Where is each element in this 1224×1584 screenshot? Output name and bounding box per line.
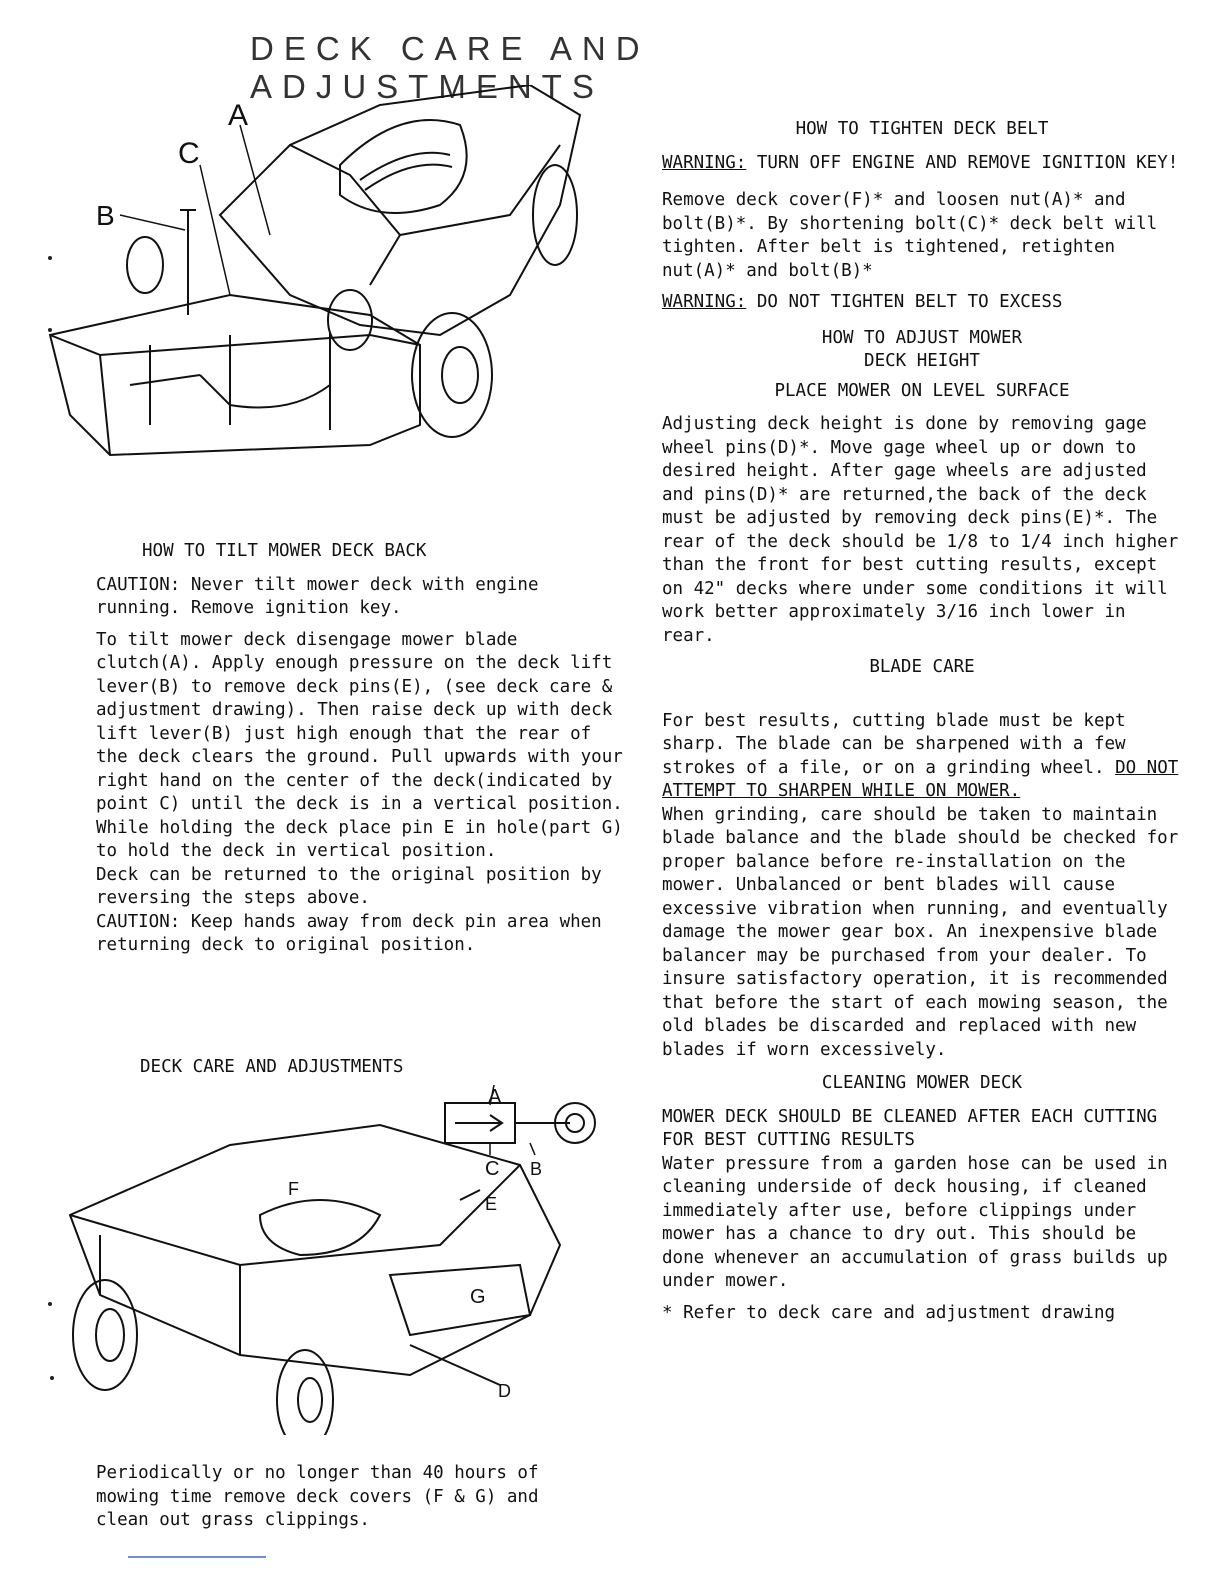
fig2-heading: DECK CARE AND ADJUSTMENTS: [140, 1057, 404, 1077]
height-heading2: DECK HEIGHT: [864, 351, 980, 371]
height-body: Adjusting deck height is done by removing gage wheel pins(D)*. Move gage wheel up or down to desired height. After gage wheels are adjusted and pins(D)* are returned,the back of the deck must be adjusted by removing deck pins(E)*. The rear of the deck should be 1/8 to 1/4 inch higher than the front for best cutting results, except on 42" decks where under some conditions it will work better approximately 3/16 inch lower in rear.: [662, 414, 1179, 646]
label-c: C: [178, 137, 200, 170]
clean-body: Water pressure from a garden hose can be used in cleaning underside of deck housing, if cleaned immediately after use, before clippings under mower has a chance to dry out. This should be done whenever an accumulation of grass builds up under mower.: [662, 1153, 1168, 1291]
fig2-label-f: F: [288, 1179, 299, 1199]
fig2-label-g: G: [470, 1286, 486, 1308]
label-b: B: [96, 200, 115, 231]
tilt-caution: CAUTION: Never tilt mower deck with engine running. Remove ignition key.: [96, 574, 539, 618]
footnote: * Refer to deck care and adjustment drawing: [662, 1302, 1116, 1323]
blade-heading: BLADE CARE: [869, 657, 975, 677]
height-heading1: HOW TO ADJUST MOWER: [821, 327, 1023, 348]
fig2-label-a: A: [488, 1086, 502, 1108]
blade-body2: When grinding, care should be taken to maintain blade balance and the blade should be checked for proper balance before re-installation on the mower. Unbalanced or bent blades will cause excessive vibration when running, and eventually damage the mower gear box. An inexpensive blade balancer may be purchased from your dealer. To insure satisfactory operation, it is recommended that before the start of each mowing season, the old blades be discarded and replaced with new blades if worn excessively.: [662, 804, 1179, 1060]
tilt-heading: HOW TO TILT MOWER DECK BACK: [142, 541, 427, 561]
fig2-label-b: B: [530, 1159, 543, 1179]
clean-caps: MOWER DECK SHOULD BE CLEANED AFTER EACH CUTTING FOR BEST CUTTING RESULTS: [662, 1106, 1158, 1150]
blade-body1: For best results, cutting blade must be kept sharp. The blade can be sharpened with a few strokes of a file, or on a grinding wheel.: [662, 710, 1126, 778]
deck-illustration: [60, 1085, 620, 1435]
fig2-label-d: D: [498, 1381, 511, 1401]
belt-body: Remove deck cover(F)* and loosen nut(A)* and bolt(B)*. By shortening bolt(C)* deck belt will tighten. After belt is tightened, retighten nut(A)* and bolt(B)*: [662, 190, 1158, 281]
mower-illustration: [40, 85, 600, 515]
periodic-text: Periodically or no longer than 40 hours of mowing time remove deck covers (F & G) and clean out grass clippings.: [96, 1463, 539, 1530]
belt-warning2-text: DO NOT TIGHTEN BELT TO EXCESS: [756, 292, 1063, 312]
belt-warning-text: TURN OFF ENGINE AND REMOVE IGNITION KEY!: [756, 152, 1179, 173]
page-title: DECK CARE AND ADJUSTMENTS: [250, 30, 650, 105]
tilt-body: To tilt mower deck disengage mower blade clutch(A). Apply enough pressure on the deck lift lever(B) to remove deck pins(E), (see deck care & adjustment drawing). Then raise deck up with deck lift lever(B) just high enough that the rear of the deck clears the ground. Pull upwards with your right hand on the center of the deck(indicated by point C) until the deck is in a vertical position. While holding the deck place pin E in hole(part G) to hold the deck in vertical position.: [96, 629, 623, 861]
fig2-label-c: C: [485, 1158, 500, 1180]
tilt-caution2: CAUTION: Keep hands away from deck pin area when returning deck to original position.: [96, 911, 602, 955]
tilt-section: [96, 540, 626, 966]
bottom-rule: [128, 1556, 266, 1558]
belt-warning2-label: WARNING:: [662, 292, 747, 312]
clean-heading: CLEANING MOWER DECK: [821, 1073, 1023, 1093]
label-a: A: [228, 99, 249, 132]
right-column: [662, 118, 1182, 1333]
fig2-label-e: E: [485, 1194, 498, 1214]
height-sub: PLACE MOWER ON LEVEL SURFACE: [774, 380, 1070, 401]
belt-heading: HOW TO TIGHTEN DECK BELT: [795, 119, 1049, 139]
margin-dot: [48, 1302, 52, 1306]
tilt-return: Deck can be returned to the original position by reversing the steps above.: [96, 864, 602, 908]
belt-warning-label: WARNING:: [662, 152, 747, 173]
margin-dot: [50, 1376, 54, 1380]
blade-warning: DO NOT ATTEMPT TO SHARPEN WHILE ON MOWER.: [662, 757, 1179, 801]
